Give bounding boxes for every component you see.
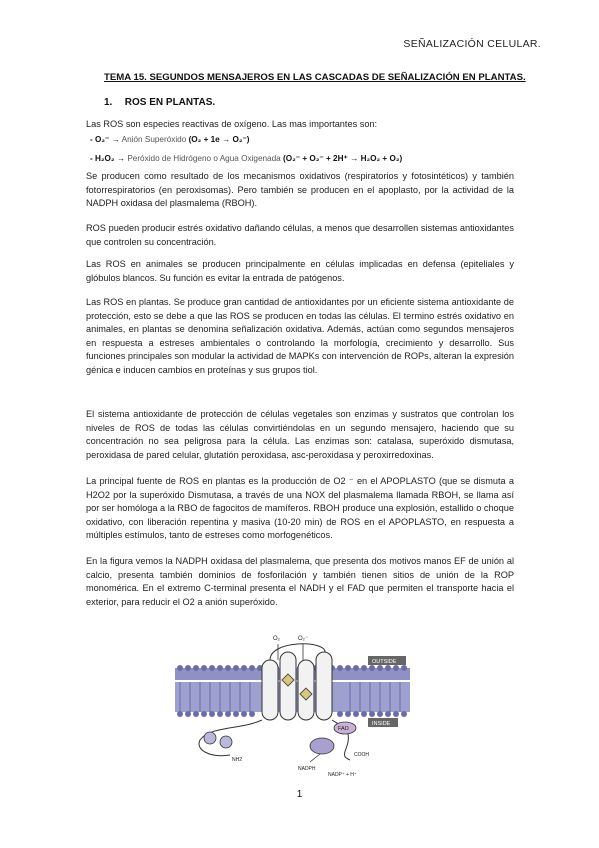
nadp-label: NADP⁺ + H⁺	[328, 772, 357, 778]
running-header: SEÑALIZACIÓN CELULAR.	[403, 38, 541, 50]
formula-equation: (O₂ + 1e → O₂⁻)	[188, 135, 250, 144]
formula-species: - H₂O₂	[90, 154, 115, 163]
body-paragraph: ROS pueden producir estrés oxidativo dañando células, a menos que desarrollen sistemas antioxidantes que controlen su concentración.	[86, 223, 514, 247]
chapter-title: TEMA 15. SEGUNDOS MENSAJEROS EN LAS CASCADAS DE SEÑALIZACIÓN EN PLANTAS.	[104, 72, 526, 83]
section-label: ROS EN PLANTAS.	[124, 97, 216, 108]
arrow-icon: →	[116, 154, 126, 163]
nadph-oxidase-figure	[170, 630, 415, 780]
body-paragraph: Las ROS en animales se producen principalmente en células implicadas en defensa (epiteliales y glóbulos blancos. Su función es evitar la entrada de patógenos.	[86, 259, 514, 283]
formula-superoxide	[90, 134, 250, 144]
body-paragraph: En la figura vemos la NADPH oxidasa del plasmalema, que presenta dos motivos manos EF de unión al calcio, presenta también dominios de fosforilación y también tienen sitios de unión de la ROP monomérica. En el extremo C-terminal presenta el NADH y el FAD que permiten el transporte hacia el exterior, para reducir el O2 a anión superóxido.	[86, 556, 514, 607]
superoxide-label: O₂⁻	[298, 636, 309, 642]
page-number: 1	[296, 789, 303, 800]
formula-species: - O₂⁻	[90, 135, 110, 144]
body-paragraph: El sistema antioxidante de protección de células vegetales son enzimas y sustratos que controlan los niveles de ROS de todas las células convirtiéndolas en un segundo mensajero, haciendo que su concentración no sea peligrosa para la célula. Las enzimas son: catalasa, superóxido dismutasa, peroxidasa de pared celular, glutatión peroxidasa, asc-peroxidasa y peroxirredoxinas.	[86, 409, 514, 460]
fad-label: FAD	[338, 726, 349, 732]
nadph-oxidase-diagram	[170, 630, 415, 780]
outside-label: OUTSIDE	[372, 659, 397, 665]
nadph-binding-domain	[310, 738, 334, 754]
body-paragraph: Las ROS en plantas. Se produce gran cantidad de antioxidantes por un eficiente sistema antioxidante de protección, esto se debe a que las ROS se producen en todas las células. El termino estrés oxidativo en animales, en plantas se denomina señalización oxidativa. Además, actúan como segundos mensajeros en respuesta a estreses ambientales o controlando la morfología, crecimiento y desarrollo. Sus funciones principales son modular la actividad de MAPKs con intervención de ROPs, alteran la expresión génica e inducen cambios en proteínas y sus grupos tiol.	[86, 297, 514, 375]
intro-paragraph: Las ROS son especies reactivas de oxígeno. Las mas importantes son:	[86, 119, 378, 129]
body-paragraph: La principal fuente de ROS en plantas es la producción de O2 ⁻ en el APOPLASTO (que se dismuta a H2O2 por la superóxido Dismutasa, a través de una NOX del plasmalema llamada RBOH, se llama así por ser homóloga a la RBO de fagocitos de mamíferos. RBOH produce una explosión, estallido o choque oxidativo, con liberación repentina y masiva (10-20 min) de ROS en el APOPLASTO, en respuesta a múltiples estímulos, tanto de estreses como morfogenéticos.	[86, 476, 514, 541]
cooh-label: COOH	[354, 752, 369, 758]
formula-desc: Peróxido de Hidrógeno o Agua Oxigenada	[127, 154, 281, 163]
section-number: 1.	[104, 97, 113, 108]
formula-desc: Anión Superóxido	[121, 135, 187, 144]
o2-label: O₂	[273, 636, 280, 642]
nh2-label: NH2	[232, 757, 243, 763]
body-paragraph: Se producen como resultado de los mecanismos oxidativos (respiratorios y fotosintéticos) y también fotorrespiratorios (en peroxisomas). Pero también se producen en el apoplasto, por la actividad de la NADPH oxidasa del plasmalema (RBOH).	[86, 171, 514, 209]
nadph-label: NADPH	[298, 766, 316, 772]
ef-hand-ca-sites	[204, 732, 232, 748]
inside-label: INSIDE	[372, 721, 391, 727]
section-heading	[104, 97, 215, 108]
formula-equation: (O₂⁻ + O₂⁻ + 2H⁺ → H₂O₂ + O₂)	[283, 154, 403, 163]
arrow-icon: →	[111, 135, 120, 144]
electron-arrow-icon	[310, 754, 320, 762]
formula-peroxide	[90, 153, 402, 163]
